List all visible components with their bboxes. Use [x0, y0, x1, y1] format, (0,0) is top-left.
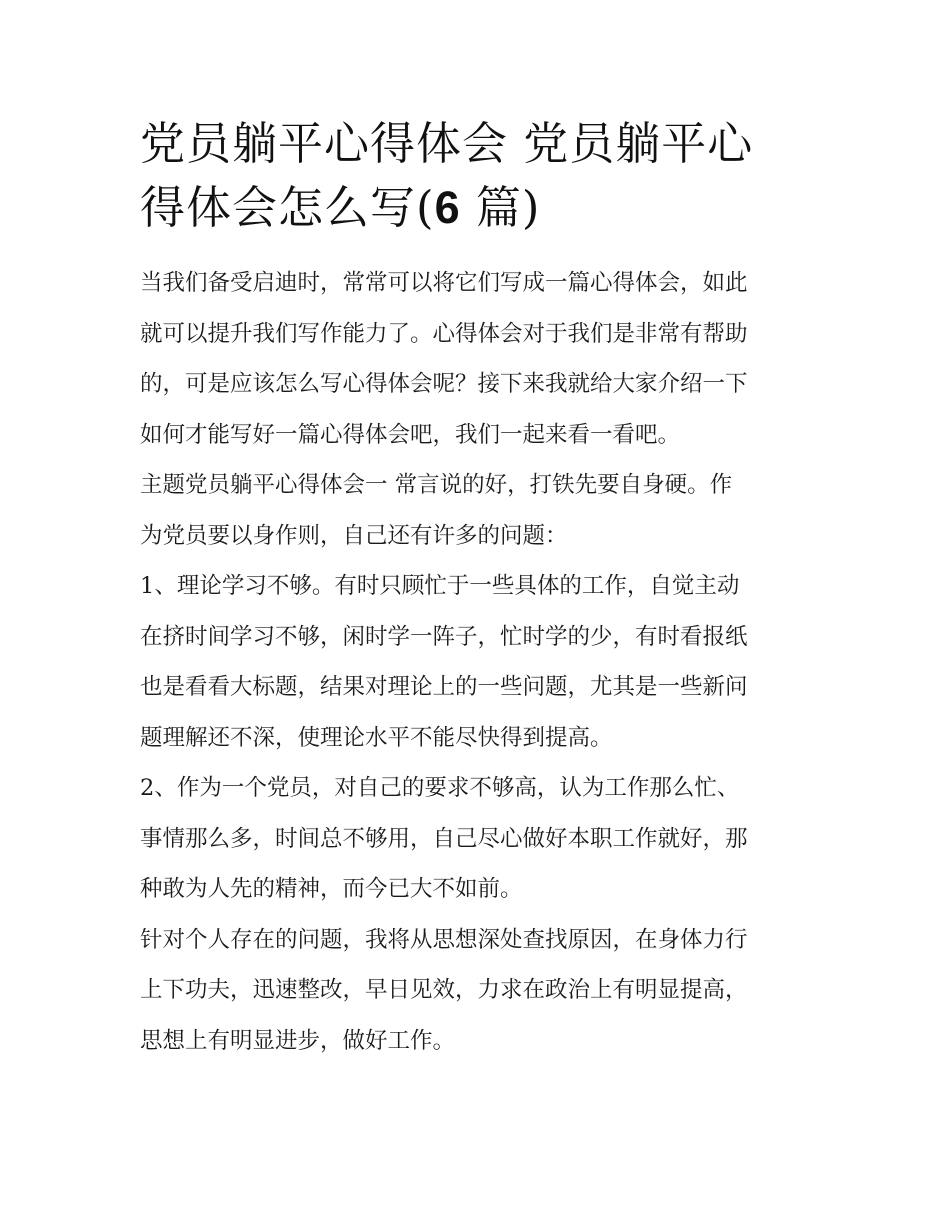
document-body [140, 258, 812, 1066]
text-line: 主题党员躺平心得体会一 常言说的好，打铁先要自身硬。作 [140, 472, 733, 498]
text-line: 思想上有明显进步，做好工作。 [140, 1027, 456, 1054]
document-page [140, 112, 812, 1066]
intro-paragraph [140, 258, 812, 460]
topic-paragraph [140, 460, 812, 561]
text-line: 也是看看大标题，结果对理论上的一些问题，尤其是一些新问 [140, 674, 748, 700]
document-title [140, 112, 812, 240]
conclusion-paragraph [140, 915, 812, 1067]
text-line: 2、作为一个党员，对自己的要求不够高，认为工作那么忙、 [140, 775, 740, 801]
text-line: 1、理论学习不够。有时只顾忙于一些具体的工作，自觉主动 [140, 573, 740, 599]
text-line: 种敢为人先的精神，而今已大不如前。 [140, 876, 523, 902]
point-2-paragraph [140, 763, 812, 915]
point-1-paragraph [140, 561, 812, 763]
title-text: 得体会怎么写( [140, 181, 435, 234]
text-line: 在挤时间学习不够，闲时学一阵子，忙时学的少，有时看报纸 [140, 623, 748, 650]
text-line: 如何才能写好一篇心得体会吧，我们一起来看一看吧。 [140, 421, 681, 448]
text-line: 为党员要以身作则，自己还有许多的问题： [140, 522, 568, 549]
title-suffix: 篇) [460, 181, 541, 234]
title-line: 党员躺平心得体会 党员躺平心 [140, 117, 754, 170]
title-count: 6 [434, 182, 461, 233]
text-line: 上下功夫，迅速整改，早日见效，力求在政治上有明显提高， [140, 977, 748, 1003]
text-line: 题理解还不深，使理论水平不能尽快得到提高。 [140, 724, 613, 751]
title-line [140, 176, 812, 240]
text-line: 就可以提升我们写作能力了。心得体会对于我们是非常有帮助 [140, 320, 748, 347]
text-line: 事情那么多，时间总不够用，自己尽心做好本职工作就好，那 [140, 825, 748, 852]
text-line: 的，可是应该怎么写心得体会呢？接下来我就给大家介绍一下 [140, 371, 748, 397]
text-line: 针对个人存在的问题，我将从思想深处查找原因，在身体力行 [140, 926, 748, 953]
text-line: 当我们备受启迪时，常常可以将它们写成一篇心得体会，如此 [140, 270, 748, 296]
